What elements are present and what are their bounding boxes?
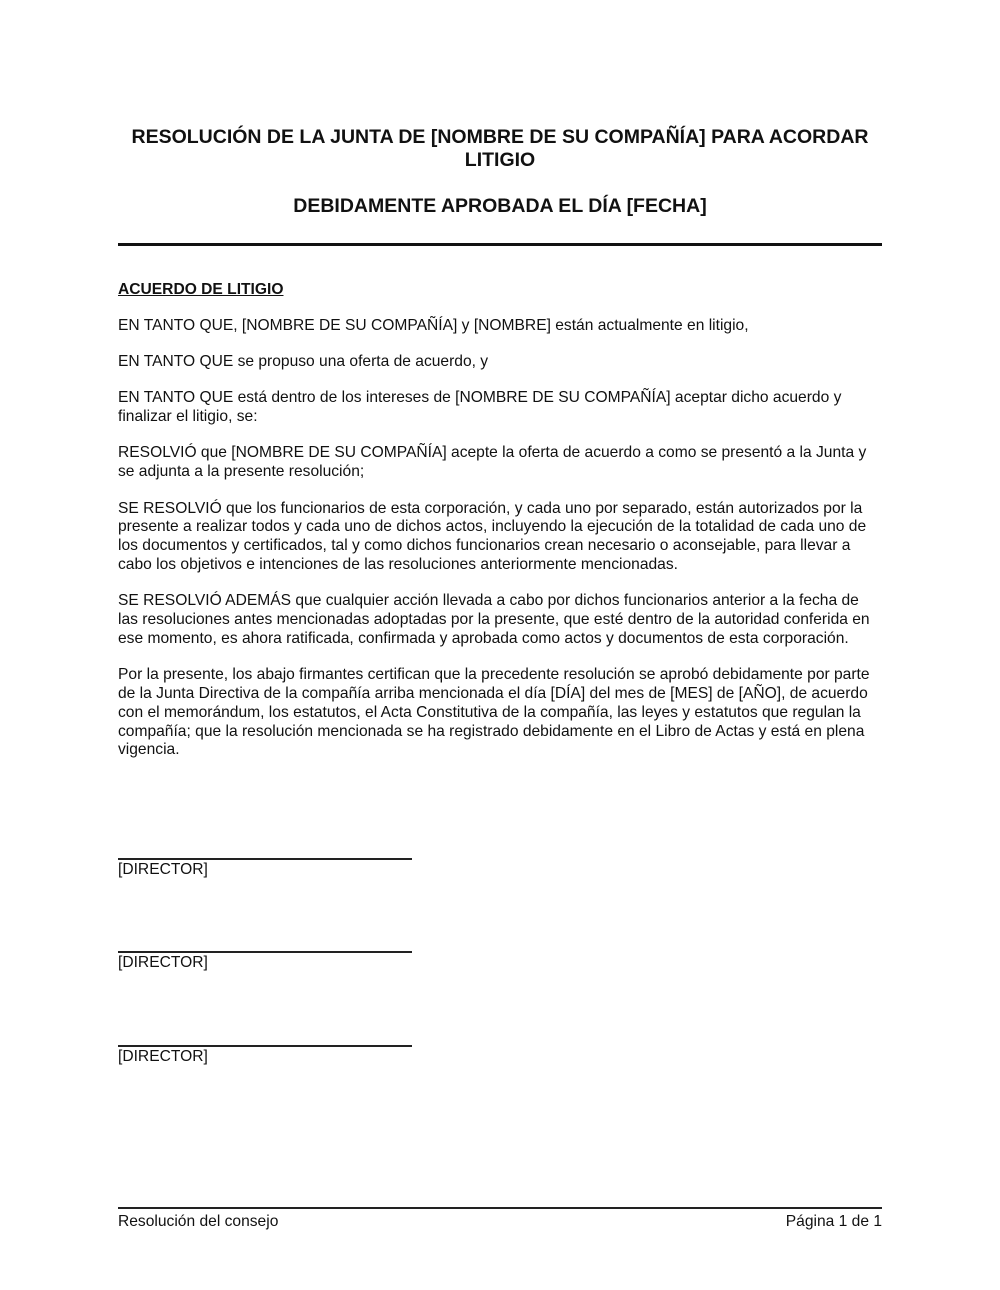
footer-divider	[118, 1207, 882, 1209]
signature-block	[118, 858, 412, 879]
paragraph-whereas-interest: EN TANTO QUE está dentro de los intereses de [NOMBRE DE SU COMPAÑÍA] aceptar dicho acuerdo y finalizar el litigio, se:	[118, 389, 842, 426]
document-body	[118, 281, 882, 778]
paragraph-resolved-ratified: SE RESOLVIÓ ADEMÁS que cualquier acción llevada a cabo por dichos funcionarios anterior a la fecha de las resoluciones antes mencionadas adoptadas por la presente, que esté dentro de la autoridad conferida en ese momento, es ahora ratificada, confirmada y aprobada como actos y documentos de esta corporación.	[118, 592, 870, 647]
paragraph-certification: Por la presente, los abajo firmantes certifican que la precedente resolución se aprobó debidamente por parte de la Junta Directiva de la compañía arriba mencionada el día [DÍA] del mes de [MES] de [AÑO], de acuerdo con el memorándum, los estatutos, el Acta Constitutiva de la compañía, las leyes y estatutos que regulan la compañía; que la resolución mencionada se ha registrado debidamente en el Libro de Actas y está en plena vigencia.	[118, 666, 870, 759]
signature-line	[118, 1045, 412, 1047]
document-subtitle: DEBIDAMENTE APROBADA EL DÍA [FECHA]	[293, 195, 707, 217]
document-title: RESOLUCIÓN DE LA JUNTA DE [NOMBRE DE SU COMPAÑÍA] PARA ACORDAR LITIGIO	[131, 126, 869, 171]
signature-block	[118, 1045, 412, 1066]
footer-page-number: Página 1 de 1	[785, 1213, 882, 1230]
paragraph-whereas-offer: EN TANTO QUE se propuso una oferta de acuerdo, y	[118, 353, 489, 371]
signature-block	[118, 951, 412, 972]
signature-label: [DIRECTOR]	[118, 1047, 208, 1065]
paragraph-resolved-accept: RESOLVIÓ que [NOMBRE DE SU COMPAÑÍA] acepte la oferta de acuerdo a como se presentó a la Junta y se adjunta a la presente resolución;	[118, 444, 867, 481]
signature-line	[118, 858, 412, 860]
signature-label: [DIRECTOR]	[118, 953, 208, 971]
paragraph-whereas-litigation: EN TANTO QUE, [NOMBRE DE SU COMPAÑÍA] y [NOMBRE] están actualmente en litigio,	[118, 316, 749, 334]
signature-label: [DIRECTOR]	[118, 860, 208, 878]
signature-line	[118, 951, 412, 953]
paragraph-resolved-officers: SE RESOLVIÓ que los funcionarios de esta corporación, y cada uno por separado, están autorizados por la presente a realizar todos y cada uno de dichos actos, incluyendo la ejecución de la totalidad de cada uno de los documentos y certificados, tal y como dichos funcionarios crean necesario o aconsejable, para llevar a cabo los objetivos e intenciones de las resoluciones anteriormente mencionadas.	[118, 499, 867, 573]
title-divider	[118, 243, 882, 246]
section-heading: ACUERDO DE LITIGIO	[118, 281, 284, 298]
footer-document-name: Resolución del consejo	[118, 1213, 279, 1230]
